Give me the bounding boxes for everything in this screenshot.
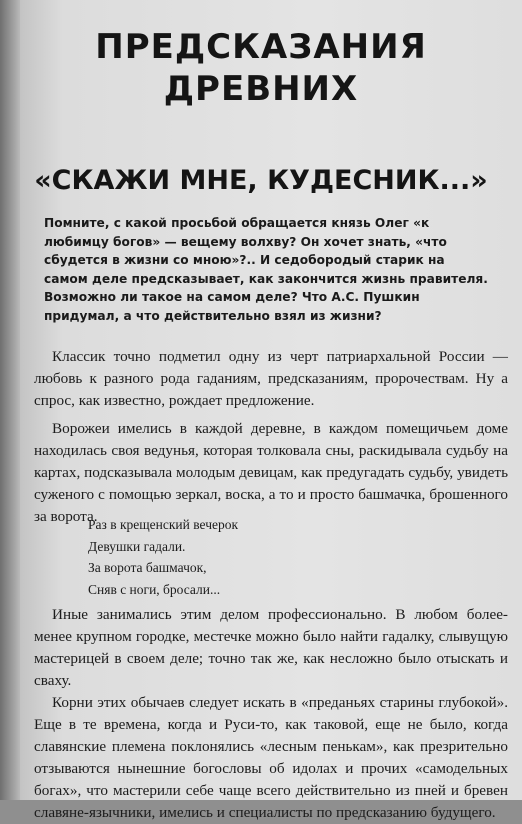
lead-text-1: Помните, с какой просьбой обращается князь Олег «к любимцу богов» — вещему волхву? Он хочет знать, «что сбудется в жизни со мною»?.. И седобородый старик на самом деле предсказывает, как закончится жизнь правителя. (44, 216, 488, 286)
section-title: «СКАЖИ МНЕ, КУДЕСНИК...» (34, 165, 488, 196)
chapter-heading (0, 26, 522, 110)
lead-paragraph (44, 214, 492, 325)
chapter-title-line-2: ДРЕВНИХ (163, 69, 359, 109)
poem-quote (88, 514, 238, 600)
paragraph: Корни этих обычаев следует искать в «преданьях старины глубокой». Еще в те времена, когда и Руси-то, как таковой, еще не было, когда славянские племена поклонялись «лесным пенькам», как презрительно отзываются нынешние богословы об идолах и прочих «самодельных богах», что мастерили себе чаще всего действительно из пней и бревен славяне-язычники, имелись и специалисты по предсказанию будущего. (34, 694, 508, 821)
body-text-block-2 (34, 604, 508, 824)
lead-text-2: Возможно ли такое на самом деле? Что А.С. Пушкин придумал, а что действительно взял из жизни? (44, 290, 420, 323)
poem-line: Девушки гадали. (88, 538, 186, 554)
page-edge-bleed (0, 0, 20, 800)
paragraph: Иные занимались этим делом профессионально. В любом более-менее крупном городке, местечке можно было найти гадалку, слывущую мастерицей в своем деле; точно так же, как несложно было отыскать и сваху. (34, 606, 508, 689)
paragraph: Классик точно подметил одну из черт патриархальной России — любовь к разного рода гаданиям, предсказаниям, пророчествам. Ну а спрос, как известно, рождает предложение. (34, 348, 508, 409)
poem-line: Раз в крещенский вечерок (88, 517, 239, 532)
poem-line: За ворота башмачок, (88, 560, 207, 575)
paragraph: Ворожеи имелись в каждой деревне, в каждом помещичьем доме находилась своя ведунья, которая толковала сны, раскидывала судьбу на картах, подсказывала молодым девицам, как предугадать судьбу, увидеть суженого с помощью зеркал, воска, а то и просто башмачка, брошенного за ворота. (34, 420, 508, 525)
body-text-block-1 (34, 346, 508, 534)
chapter-title-line-1: ПРЕДСКАЗАНИЯ (95, 27, 427, 67)
poem-line: Сняв с ноги, бросали... (88, 581, 221, 597)
